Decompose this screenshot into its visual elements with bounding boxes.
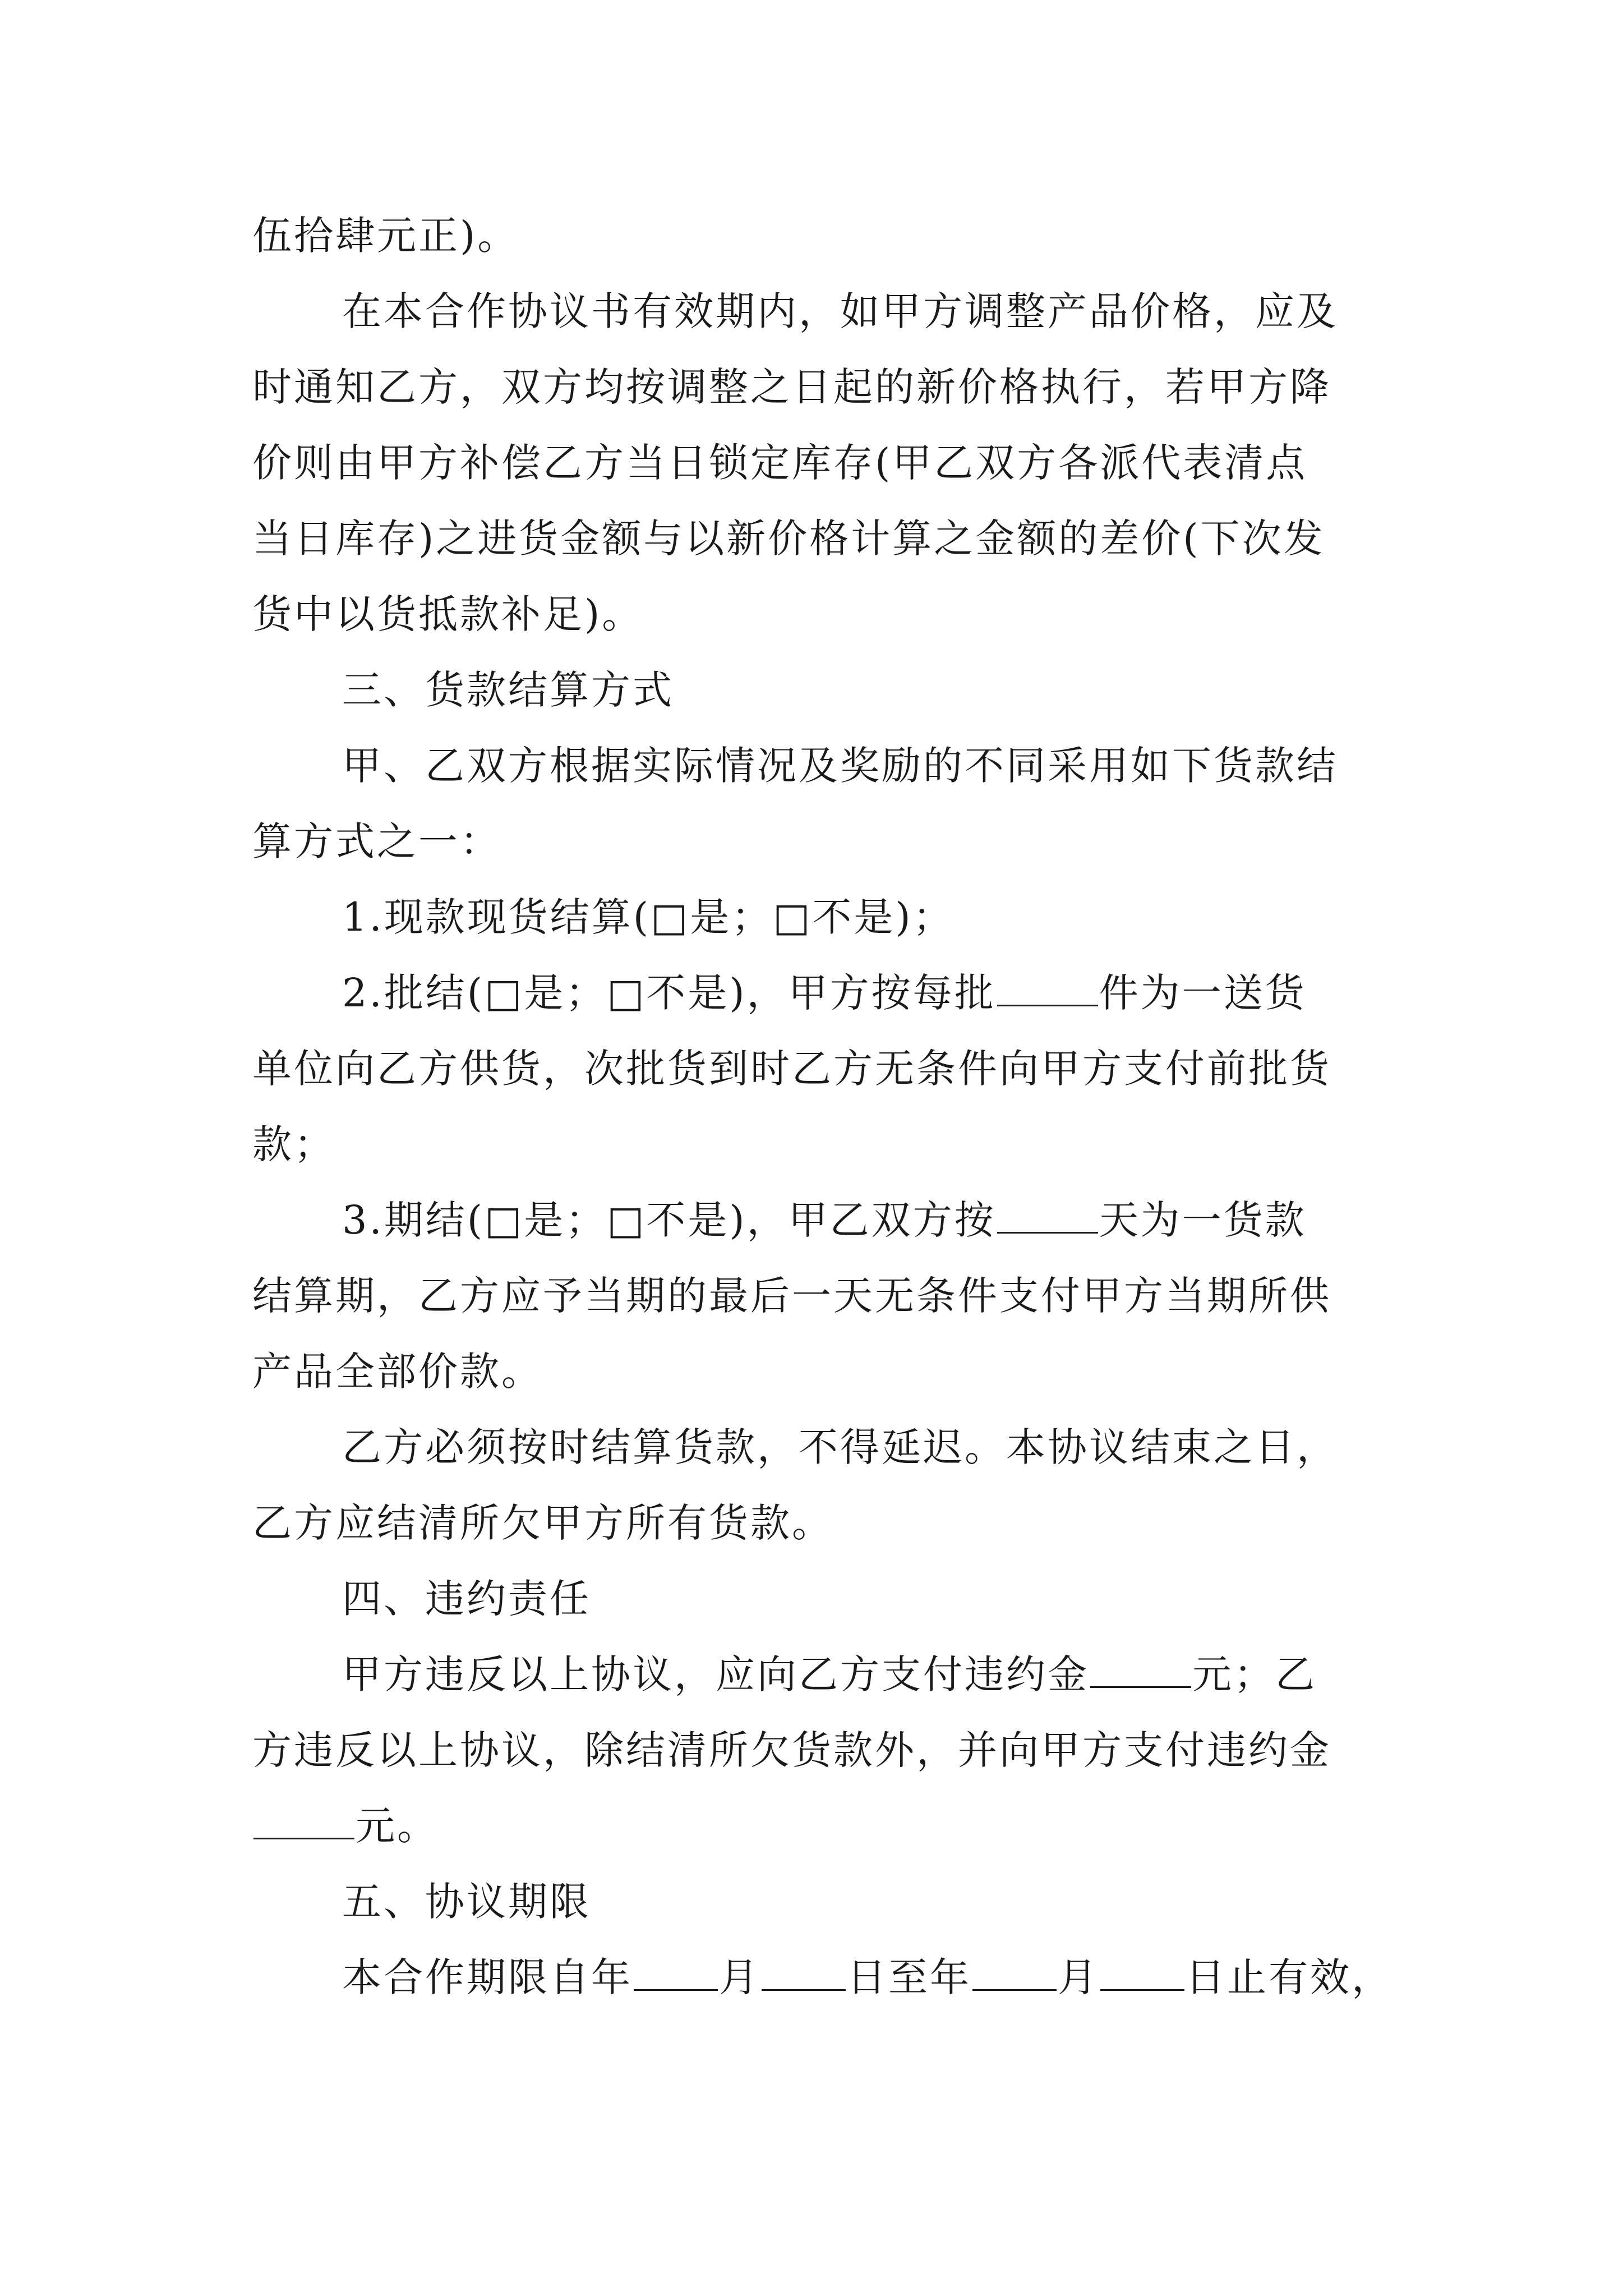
section-heading: 五、协议期限	[342, 1879, 591, 1925]
start-month-blank	[634, 1951, 718, 1991]
penalty-amount-blank	[1090, 1648, 1191, 1688]
paragraph-line: 单位向乙方供货，次批货到时乙方无条件向甲方支付前批货	[252, 1046, 1331, 1092]
section-heading: 三、货款结算方式	[342, 667, 674, 713]
penalty-tail-text: 元。	[356, 1803, 439, 1849]
period-days-blank	[997, 1194, 1098, 1234]
period-text-after: 天为一货款	[1099, 1197, 1307, 1243]
batch-text-before: 2.批结(□是；□不是)，甲方按每批	[342, 970, 996, 1016]
paragraph-line: 当日库存)之进货金额与以新价格计算之金额的差价(下次发	[252, 516, 1325, 562]
list-item-batch	[342, 962, 1402, 1024]
paragraph-line: 乙方应结清所欠甲方所有货款。	[252, 1500, 833, 1546]
start-day-blank	[762, 1951, 846, 1991]
list-item-cash: 1.现款现货结算(□是；□不是)；	[342, 894, 955, 940]
paragraph-line: 甲、乙双方根据实际情况及奖励的不同采用如下货款结	[342, 743, 1338, 789]
penalty-text-before: 甲方违反以上协议，应向乙方支付违约金	[342, 1651, 1089, 1697]
penalty-amount-blank-2	[253, 1800, 354, 1839]
term-text-5: 日止有效，	[1186, 1954, 1393, 2000]
section-heading: 四、违约责任	[342, 1576, 591, 1622]
batch-quantity-blank	[997, 967, 1098, 1006]
paragraph-line: 货中以货抵款补足)。	[252, 591, 644, 637]
paragraph-line: 结算期，乙方应予当期的最后一天无条件支付甲方当期所供	[252, 1273, 1331, 1319]
period-text-before: 3.期结(□是；□不是)，甲乙双方按	[342, 1197, 996, 1243]
paragraph-line: 产品全部价款。	[252, 1349, 543, 1395]
list-item-period	[342, 1189, 1402, 1251]
term-text-2: 月	[719, 1954, 760, 2000]
paragraph-line: 在本合作协议书有效期内，如甲方调整产品价格，应及	[342, 288, 1338, 334]
paragraph-line: 方违反以上协议，除结清所欠货款外，并向甲方支付违约金	[252, 1727, 1331, 1773]
paragraph-line: 乙方必须按时结算货款，不得延迟。本协议结束之日，	[342, 1424, 1338, 1470]
paragraph-line: 款；	[252, 1121, 335, 1167]
end-day-blank	[1100, 1951, 1184, 1991]
paragraph-line: 价则由甲方补偿乙方当日锁定库存(甲乙双方各派代表清点	[252, 440, 1308, 486]
term-text-1: 本合作期限自年	[342, 1954, 633, 2000]
batch-text-after: 件为一送货	[1099, 970, 1307, 1016]
paragraph-line: 算方式之一：	[252, 818, 501, 864]
paragraph-line: 时通知乙方，双方均按调整之日起的新价格执行，若甲方降	[252, 364, 1331, 410]
term-text-3: 日至年	[847, 1954, 971, 2000]
penalty-tail-line	[252, 1795, 1402, 1857]
penalty-text-after: 元；乙	[1192, 1651, 1317, 1697]
paragraph-line: 伍拾肆元正)。	[252, 213, 519, 259]
term-line	[342, 1947, 1402, 2008]
term-text-4: 月	[1058, 1954, 1099, 2000]
penalty-line	[342, 1644, 1402, 1705]
end-month-blank	[972, 1951, 1057, 1991]
